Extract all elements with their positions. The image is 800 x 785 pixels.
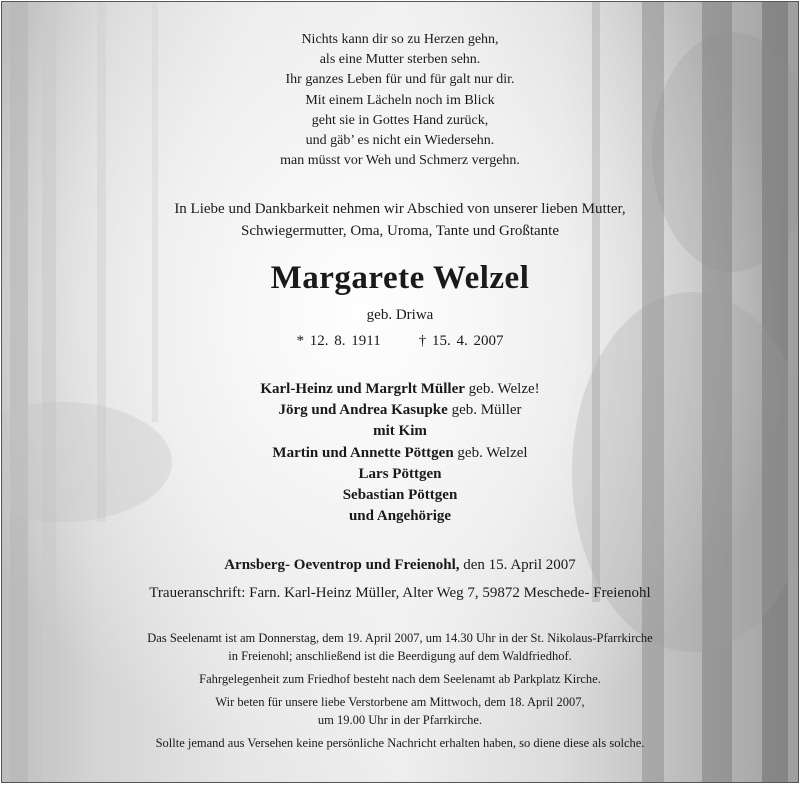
mourner-name: mit Kim xyxy=(373,423,427,440)
poem-line: man müsst vor Weh und Schmerz vergehn. xyxy=(280,153,520,169)
mourner-line xyxy=(2,400,798,421)
birth-date: * 12. 8. 1911 xyxy=(296,333,381,349)
poem-line: Nichts kann dir so zu Herzen gehn, xyxy=(301,32,499,47)
poem-line: und gäb’ es nicht ein Wiedersehn. xyxy=(305,133,495,149)
note-paragraph xyxy=(2,693,798,729)
mourner-suffix: geb. Welze! xyxy=(464,381,540,397)
mourning-address: Traueranschrift: Farn. Karl-Heinz Müller, Alter Weg 7, 59872 Meschede- Freienohl xyxy=(149,585,651,601)
farewell-intro xyxy=(2,198,798,242)
mourner-suffix: geb. Welzel xyxy=(453,444,528,461)
poem-line: als eine Mutter sterben sehn. xyxy=(319,52,481,68)
place-and-date xyxy=(2,557,798,574)
poem-line: geht sie in Gottes Hand zurück, xyxy=(311,112,489,128)
mourner-line xyxy=(2,443,798,464)
mourner-name: Karl-Heinz und Margrlt Müller xyxy=(260,381,465,397)
life-dates xyxy=(2,333,798,350)
note-paragraph xyxy=(2,670,798,688)
note-paragraph xyxy=(2,734,798,752)
obituary-notice xyxy=(1,1,799,783)
mourner-suffix: geb. Müller xyxy=(447,402,522,419)
poem-line: Mit einem Lächeln noch im Blick xyxy=(305,92,495,108)
note-line: in Freienohl; anschließend ist die Beerdigung auf dem Waldfriedhof. xyxy=(228,649,572,663)
mourner-line xyxy=(2,464,798,485)
intro-line: Schwiegermutter, Oma, Uroma, Tante und Großtante xyxy=(241,223,559,239)
notice-text xyxy=(2,2,798,782)
deceased-name: Margarete Welzel xyxy=(270,260,530,296)
poem-line: Ihr ganzes Leben für und für galt nur dir. xyxy=(285,72,515,88)
poem xyxy=(2,30,798,171)
mourner-name: Jörg und Andrea Kasupke xyxy=(278,402,448,419)
birth-name: geb. Driwa xyxy=(366,307,434,323)
place-date: den 15. April 2007 xyxy=(459,557,576,573)
mourner-name: Lars Pöttgen xyxy=(358,465,442,482)
mourners-list xyxy=(2,379,798,527)
mourner-line xyxy=(2,421,798,442)
mourner-line xyxy=(2,506,798,527)
mourner-name: Sebastian Pöttgen xyxy=(342,487,458,504)
intro-line: In Liebe und Dankbarkeit nehmen wir Abschied von unserer lieben Mutter, xyxy=(174,201,626,217)
note-paragraph xyxy=(2,629,798,665)
death-date: † 15. 4. 2007 xyxy=(418,333,504,349)
note-line: Sollte jemand aus Versehen keine persönliche Nachricht erhalten haben, so diene diese als solche. xyxy=(155,736,645,750)
service-notes xyxy=(2,629,798,757)
mourner-line xyxy=(2,485,798,506)
mourner-name: und Angehörige xyxy=(348,508,452,525)
note-line: Wir beten für unsere liebe Verstorbene am Mittwoch, dem 18. April 2007, xyxy=(215,695,585,709)
place-location: Arnsberg- Oeventrop und Freienohl, xyxy=(224,557,460,573)
mourner-line xyxy=(2,379,798,400)
mourner-name: Martin und Annette Pöttgen xyxy=(272,444,454,461)
note-line: um 19.00 Uhr in der Pfarrkirche. xyxy=(317,713,483,727)
note-line: Fahrgelegenheit zum Friedhof besteht nach dem Seelenamt ab Parkplatz Kirche. xyxy=(199,672,601,686)
note-line: Das Seelenamt ist am Donnerstag, dem 19. April 2007, um 14.30 Uhr in der St. Nikolaus-Pfarrkirche xyxy=(147,631,653,645)
